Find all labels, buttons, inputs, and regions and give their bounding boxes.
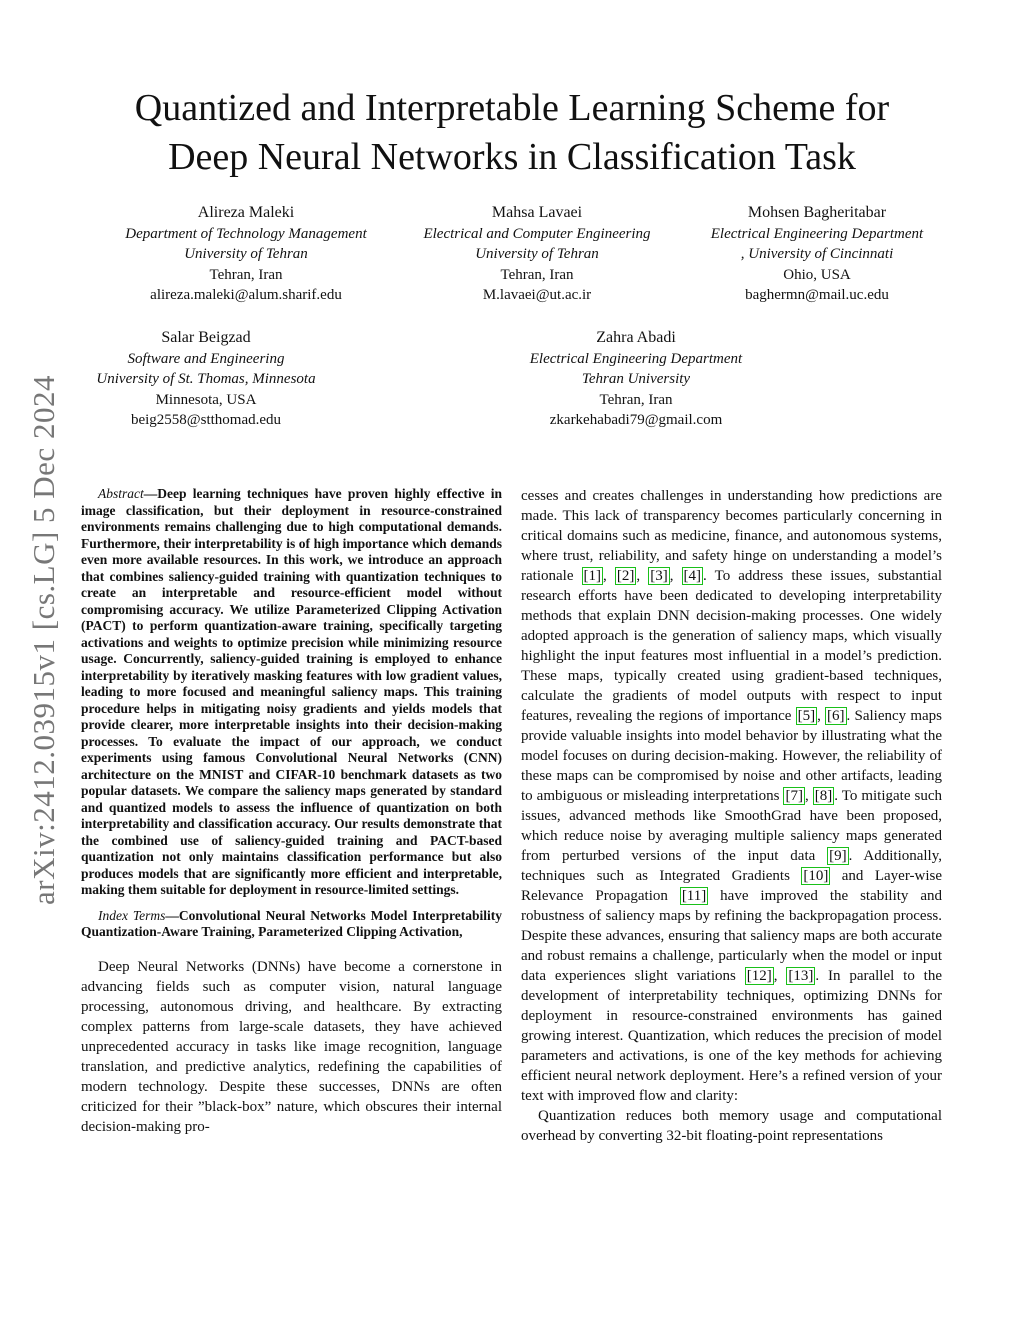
author-email: zkarkehabadi79@gmail.com [549,412,723,428]
author-location: Minnesota, USA [155,391,257,408]
body-paragraph [521,486,942,1106]
author-name: Alireza Maleki [197,204,295,221]
body-text: . Additionally, techniques such as Integrated Gradients [521,848,943,884]
citation-link[interactable]: [12] [746,968,772,984]
author-name: Zahra Abadi [596,329,676,346]
author-block [486,328,786,431]
author-email: baghermn@mail.uc.edu [745,287,889,303]
author-block [96,203,396,306]
arxiv-identifier-stamp[interactable]: arXiv:2412.03915v1 [cs.LG] 5 Dec 2024 [26,375,61,905]
author-location: Tehran, Iran [500,266,574,283]
left-column [81,486,502,1137]
citation-link[interactable]: [5] [797,708,816,724]
citation-link[interactable]: [8] [814,788,833,804]
author-institution: University of St. Thomas, Minnesota [96,371,316,387]
right-column [521,486,942,1146]
author-email: M.lavaei@ut.ac.ir [482,287,592,303]
author-institution: University of Tehran [184,246,308,262]
author-location: Tehran, Iran [599,391,673,408]
body-text: , [603,568,615,584]
citation-link[interactable]: [10] [803,868,829,884]
body-text: , [636,568,649,584]
author-department: Department of Technology Management [125,225,367,242]
body-text: . To address these issues, substantial research efforts have been dedicated to developing interpretability methods that explain DNN decision-making processes. One widely adopted approach is the generation of saliency maps, which visually highlight the input features most influential in a model’s prediction. These maps, typically created using gradient-based techniques, calculate the gradients of model outputs with respect to input features, revealing the regions of importance [521,568,943,724]
index-terms [81,908,502,941]
body-text: . To mitigate such issues, advanced methods like SmoothGrad have been proposed, which reduce noise by averaging multiple saliency maps generated from perturbed versions of the input data [521,788,943,864]
paper-title [60,84,964,182]
author-department: Electrical and Computer Engineering [423,225,651,242]
citation-link[interactable]: [11] [681,888,707,904]
body-text: , [773,968,787,984]
author-name: Mahsa Lavaei [491,204,583,221]
author-institution: , University of Cincinnati [740,246,894,262]
citation-link[interactable]: [13] [788,968,814,984]
index-terms-label: Index Terms [98,907,166,923]
author-email: alireza.maleki@alum.sharif.edu [150,287,342,303]
citation-link[interactable]: [3] [650,568,668,584]
citation-link[interactable]: [2] [616,568,635,584]
author-email: beig2558@stthomad.edu [130,412,282,428]
author-block [667,203,967,306]
author-block [387,203,687,306]
body-text: have improved the stability and robustness of saliency maps by refining the backpropagation process. Despite these advances, ensuring that saliency maps are both accurate and robust remains a challenge, particularly when the model or input data experiences slight variations [521,888,943,984]
body-text: . In parallel to the development of interpretability techniques, optimizing DNNs for deployment in resource-constrained environments has gained growing interest. Quantization, which reduces the precision of model parameters and activations, is one of the key methods for achieving efficient neural network deployment. Here’s a refined version of your text with improved flow and clarity: [521,968,943,1104]
author-location: Tehran, Iran [209,266,283,283]
author-name: Salar Beigzad [161,329,251,346]
body-text: , [804,788,813,804]
index-terms-text: —Convolutional Neural Networks Model Interpretability Quantization-Aware Training, Parameterized Clipping Activation, [81,907,502,939]
author-department: Electrical Engineering Department [529,350,743,367]
author-location: Ohio, USA [783,266,851,283]
body-text: . Saliency maps provide valuable insights into model behavior by illustrating what the model focuses on during decision-making. However, the reliability of these maps can be compromised by noise and other artifacts, leading to ambiguous or misleading interpretations [521,708,942,804]
citation-link[interactable]: [9] [829,848,847,864]
abstract-text: —Deep learning techniques have proven highly effective in image classification, but their deployment in resource-constrained environments remains challenging due to high computational demands. Furthermore, their interpretability is of high importance which demands even more available resources. In this work, we introduce an approach that combines saliency-guided training with quantization techniques to create an interpretable and resource-efficient model without compromising accuracy. We utilize Parameterized Clipping Activation (PACT) to perform quantization-aware training, specifically targeting activations and weights to optimize precision while minimizing resource usage. Concurrently, saliency-guided training is employed to enhance interpretability by iteratively masking features with low gradient values, leading to more focused and meaningful saliency maps. This training procedure helps in mitigating noisy gradients and yields models that provide clearer, more interpretable insights into their decision-making processes. To evaluate the impact of our approach, we conduct experiments using famous Convolutional Neural Networks (CNN) architecture on the MNIST and CIFAR-10 benchmark datasets as two popular datasets. We compare the saliency maps generated by standard and quantized models to assess the influence of quantization on both interpretability and classification accuracy. Our results demonstrate that the combined use of saliency-guided training and PACT-based quantization not only maintains classification performance but also produces models that are significantly more efficient and interpretable, making them suitable for deployment in resource-limited settings. [81,486,502,897]
intro-paragraph: Deep Neural Networks (DNNs) have become a cornerstone in advancing fields such as computer vision, natural language processing, autonomous driving, and healthcare. By extracting complex patterns from large-scale datasets, they have achieved unprecedented accuracy in tasks like image recognition, language translation, and predictive analytics, redefining the capabilities of modern technology. Despite these successes, DNNs are often criticized for their ”black-box” nature, which obscures their internal decision-making pro- [81,958,502,1135]
citation-link[interactable]: [1] [583,568,602,584]
author-department: Electrical Engineering Department [710,225,924,242]
body-text: and Layer-wise Relevance Propagation [521,868,942,904]
body-text: , [817,708,826,724]
title-line-2: Deep Neural Networks in Classification Task [168,136,856,178]
author-institution: Tehran University [581,371,691,387]
citation-link[interactable]: [7] [785,788,803,804]
title-line-1: Quantized and Interpretable Learning Scheme for [134,87,890,129]
body-paragraph: Quantization reduces both memory usage and computational overhead by converting 32-bit floating-point representations [521,1108,942,1144]
author-institution: University of Tehran [475,246,599,262]
author-department: Software and Engineering [127,350,285,367]
body-text: cesses and creates challenges in understanding how predictions are made. This lack of transparency becomes particularly concerning in critical domains such as medicine, finance, and autonomous systems, where trust, reliability, and safety hinge on understanding a model’s rationale [521,488,942,584]
author-name: Mohsen Bagheritabar [747,204,887,221]
citation-link[interactable]: [4] [683,568,702,584]
abstract [81,486,502,899]
citation-link[interactable]: [6] [827,708,845,724]
author-block [56,328,356,431]
body-text: , [669,568,682,584]
abstract-label: Abstract [98,486,144,501]
